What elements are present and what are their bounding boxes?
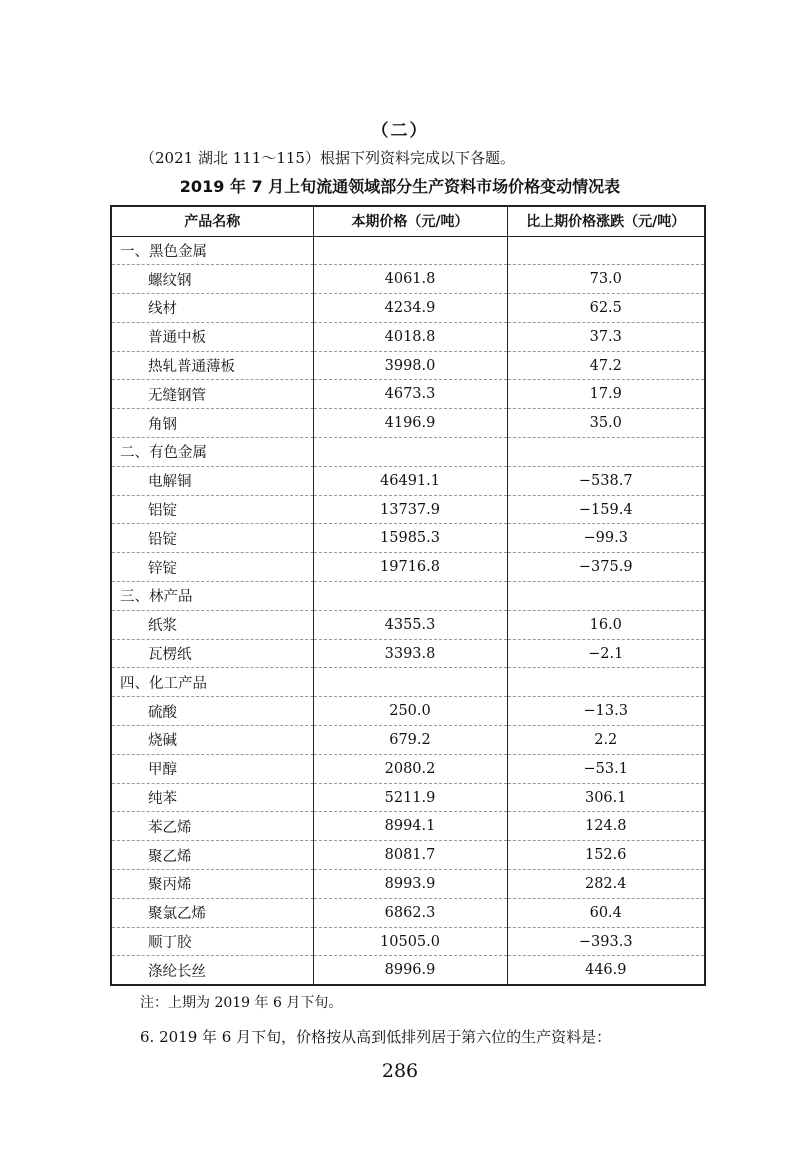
price-change: 124.8 — [507, 812, 705, 841]
product-name: 电解铜 — [111, 466, 313, 495]
price-change: 37.3 — [507, 322, 705, 351]
table-row — [111, 495, 705, 524]
product-name: 线材 — [111, 294, 313, 323]
product-name: 瓦楞纸 — [111, 639, 313, 668]
price-change: 60.4 — [507, 898, 705, 927]
current-price: 8994.1 — [313, 812, 507, 841]
current-price: 2080.2 — [313, 754, 507, 783]
price-change: 16.0 — [507, 610, 705, 639]
product-name: 铝锭 — [111, 495, 313, 524]
product-name: 纯苯 — [111, 783, 313, 812]
current-price: 4061.8 — [313, 265, 507, 294]
category-price-empty — [313, 438, 507, 467]
product-name: 铅锭 — [111, 524, 313, 553]
product-name: 顺丁胶 — [111, 927, 313, 956]
product-name: 热轧普通薄板 — [111, 351, 313, 380]
current-price: 46491.1 — [313, 466, 507, 495]
category-label: 一、黑色金属 — [111, 236, 313, 265]
price-change: −99.3 — [507, 524, 705, 553]
price-change: 152.6 — [507, 841, 705, 870]
product-name: 苯乙烯 — [111, 812, 313, 841]
table-row — [111, 351, 705, 380]
category-change-empty — [507, 438, 705, 467]
current-price: 5211.9 — [313, 783, 507, 812]
table-row — [111, 841, 705, 870]
table-row — [111, 524, 705, 553]
table-row — [111, 610, 705, 639]
table-row — [111, 927, 705, 956]
category-row — [111, 582, 705, 611]
category-row — [111, 236, 705, 265]
price-change: −375.9 — [507, 553, 705, 582]
current-price: 15985.3 — [313, 524, 507, 553]
price-change: 282.4 — [507, 870, 705, 899]
table-note: 注：上期为 2019 年 6 月下旬。 — [140, 995, 343, 1011]
table-row — [111, 553, 705, 582]
product-name: 涤纶长丝 — [111, 956, 313, 985]
table-row — [111, 639, 705, 668]
table-row — [111, 265, 705, 294]
table-row — [111, 812, 705, 841]
header-current-price: 本期价格（元/吨） — [313, 206, 507, 236]
price-change: −53.1 — [507, 754, 705, 783]
price-change: 306.1 — [507, 783, 705, 812]
header-product-name: 产品名称 — [111, 206, 313, 236]
table-row — [111, 466, 705, 495]
table-row — [111, 754, 705, 783]
current-price: 679.2 — [313, 726, 507, 755]
category-price-empty — [313, 668, 507, 697]
current-price: 19716.8 — [313, 553, 507, 582]
product-name: 螺纹钢 — [111, 265, 313, 294]
category-row — [111, 438, 705, 467]
current-price: 4355.3 — [313, 610, 507, 639]
table-row — [111, 294, 705, 323]
price-change: 2.2 — [507, 726, 705, 755]
table-body — [111, 236, 705, 985]
price-change: 446.9 — [507, 956, 705, 985]
current-price: 6862.3 — [313, 898, 507, 927]
table-title: 2019 年 7 月上旬流通领域部分生产资料市场价格变动情况表 — [179, 177, 621, 196]
table-row — [111, 870, 705, 899]
product-name: 角钢 — [111, 409, 313, 438]
current-price: 4018.8 — [313, 322, 507, 351]
page-number: 286 — [381, 1060, 419, 1082]
current-price: 8081.7 — [313, 841, 507, 870]
price-table — [110, 205, 706, 986]
product-name: 聚丙烯 — [111, 870, 313, 899]
header-price-change: 比上期价格涨跌（元/吨） — [507, 206, 705, 236]
table-row — [111, 322, 705, 351]
price-change: 17.9 — [507, 380, 705, 409]
category-change-empty — [507, 668, 705, 697]
current-price: 3393.8 — [313, 639, 507, 668]
table-row — [111, 697, 705, 726]
question-text: 6. 2019 年 6 月下旬，价格按从高到低排列居于第六位的生产资料是： — [140, 1028, 612, 1046]
price-change: −538.7 — [507, 466, 705, 495]
price-change: 47.2 — [507, 351, 705, 380]
table-row — [111, 898, 705, 927]
product-name: 普通中板 — [111, 322, 313, 351]
product-name: 硫酸 — [111, 697, 313, 726]
current-price: 13737.9 — [313, 495, 507, 524]
category-change-empty — [507, 236, 705, 265]
category-label: 四、化工产品 — [111, 668, 313, 697]
intro-text: （2021 湖北 111～115）根据下列资料完成以下各题。 — [140, 149, 515, 167]
table-header-row — [111, 206, 705, 236]
current-price: 4234.9 — [313, 294, 507, 323]
table-row — [111, 783, 705, 812]
price-change: 73.0 — [507, 265, 705, 294]
table-row — [111, 380, 705, 409]
price-change: −2.1 — [507, 639, 705, 668]
current-price: 8996.9 — [313, 956, 507, 985]
price-change: −393.3 — [507, 927, 705, 956]
current-price: 10505.0 — [313, 927, 507, 956]
current-price: 4196.9 — [313, 409, 507, 438]
category-price-empty — [313, 582, 507, 611]
table-row — [111, 409, 705, 438]
current-price: 8993.9 — [313, 870, 507, 899]
product-name: 无缝钢管 — [111, 380, 313, 409]
price-change: 62.5 — [507, 294, 705, 323]
product-name: 纸浆 — [111, 610, 313, 639]
product-name: 聚氯乙烯 — [111, 898, 313, 927]
price-change: −13.3 — [507, 697, 705, 726]
product-name: 锌锭 — [111, 553, 313, 582]
category-change-empty — [507, 582, 705, 611]
category-price-empty — [313, 236, 507, 265]
price-change: 35.0 — [507, 409, 705, 438]
price-change: −159.4 — [507, 495, 705, 524]
product-name: 甲醇 — [111, 754, 313, 783]
category-label: 三、林产品 — [111, 582, 313, 611]
category-label: 二、有色金属 — [111, 438, 313, 467]
current-price: 3998.0 — [313, 351, 507, 380]
table-row — [111, 956, 705, 985]
product-name: 聚乙烯 — [111, 841, 313, 870]
table-row — [111, 726, 705, 755]
product-name: 烧碱 — [111, 726, 313, 755]
section-title: （二） — [371, 121, 429, 141]
current-price: 250.0 — [313, 697, 507, 726]
category-row — [111, 668, 705, 697]
current-price: 4673.3 — [313, 380, 507, 409]
